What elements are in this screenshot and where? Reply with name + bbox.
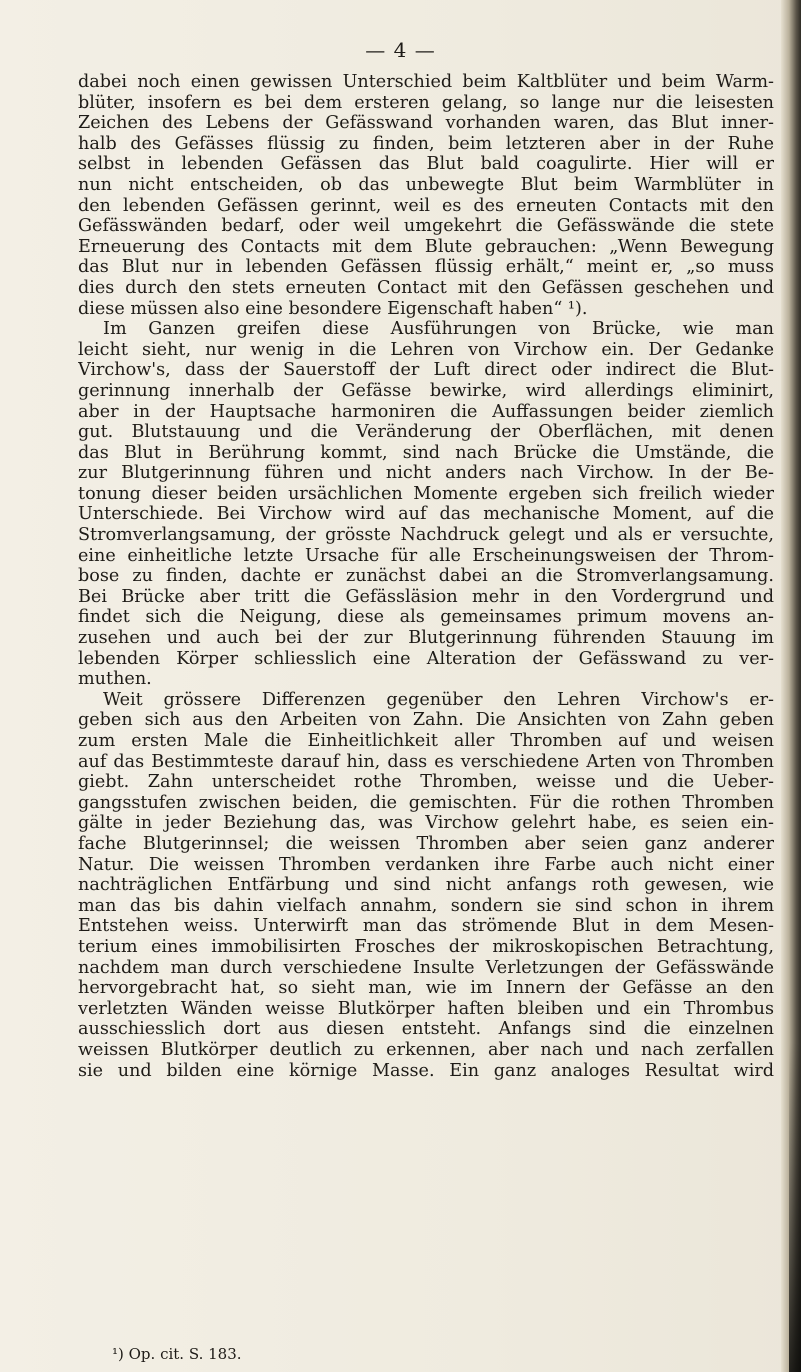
text-line: Natur. Die weissen Thromben verdanken ihre Farbe auch nicht einer [78,854,774,875]
text-line: dabei noch einen gewissen Unterschied beim Kaltblüter und beim Warm- [78,72,774,92]
text-line: gerinnung innerhalb der Gefässe bewirke, wird allerdings eliminirt, [78,380,774,401]
text-line: aber in der Hauptsache harmoniren die Auffassungen beider ziemlich [78,401,774,422]
text-line: muthen. [78,669,152,690]
text-line: terium eines immobilisirten Frosches der mikroskopischen Betrachtung, [78,936,774,957]
text-line: sie und bilden eine körnige Masse. Ein ganz analoges Resultat wird [78,1060,774,1081]
text-line: ausschiesslich dort aus diesen entsteht. Anfangs sind die einzelnen [78,1019,774,1040]
text-line: blüter, insofern es bei dem ersteren gelang, so lange nur die leisesten [78,92,774,113]
text-line: lebenden Körper schliesslich eine Alteration der Gefässwand zu ver- [78,648,774,669]
text-line: das Blut in Berührung kommt, sind nach Brücke die Umstände, die [78,442,774,463]
text-line: Im Ganzen greifen diese Ausführungen von Brücke, wie man [103,319,774,340]
text-line: nun nicht entscheiden, ob das unbewegte Blut beim Warmblüter in [78,174,774,195]
text-line: gangsstufen zwischen beiden, die gemischten. Für die rothen Thromben [78,792,774,813]
text-line: halb des Gefässes flüssig zu finden, beim letzteren aber in der Ruhe [78,133,774,154]
body-text [78,72,774,1081]
text-line: Unterschiede. Bei Virchow wird auf das mechanische Moment, auf die [78,504,774,525]
text-line: zum ersten Male die Einheitlichkeit aller Thromben auf und weisen [78,731,774,751]
text-line: Virchow's, dass der Sauerstoff der Luft direct oder indirect die Blut- [78,360,774,381]
text-line: diese müssen also eine besondere Eigenschaft haben“ ¹). [78,298,588,319]
text-line: auf das Bestimmteste darauf hin, dass es verschiedene Arten von Thromben [78,751,774,772]
text-line: zur Blutgerinnung führen und nicht anders nach Virchow. In der Be- [78,463,774,484]
text-line: Erneuerung des Contacts mit dem Blute gebrauchen: „Wenn Bewegung [78,236,774,257]
text-line: giebt. Zahn unterscheidet rothe Thromben, weisse und die Ueber- [78,772,774,793]
page-edge-shadow [781,0,801,1372]
text-line: gut. Blutstauung und die Veränderung der Oberflächen, mit denen [78,422,774,443]
text-line: selbst in lebenden Gefässen das Blut bald coagulirte. Hier will er [78,154,774,175]
text-line: Stromverlangsamung, der grösste Nachdruck gelegt und als er versuchte, [78,525,774,546]
text-line: Gefässwänden bedarf, oder weil umgekehrt die Gefässwände die stete [78,216,774,237]
text-line: Weit grössere Differenzen gegenüber den Lehren Virchow's er- [103,689,774,710]
page-number: — 4 — [365,38,436,62]
text-line: zusehen und auch bei der zur Blutgerinnung führenden Stauung im [78,628,774,649]
text-line: nachdem man durch verschiedene Insulte Verletzungen der Gefässwände [78,957,774,978]
text-line: bose zu finden, dachte er zunächst dabei an die Stromverlangsamung. [78,566,774,587]
text-line: verletzten Wänden weisse Blutkörper haften bleiben und ein Thrombus [78,998,774,1019]
text-line: fache Blutgerinnsel; die weissen Thromben aber seien ganz anderer [78,833,774,854]
text-line: nachträglichen Entfärbung und sind nicht anfangs roth gewesen, wie [78,875,774,896]
footnote: ¹) Op. cit. S. 183. [112,1345,242,1363]
text-line: man das bis dahin vielfach annahm, sondern sie sind schon in ihrem [78,895,774,916]
text-line: tonung dieser beiden ursächlichen Momente ergeben sich freilich wieder [78,483,774,504]
text-line: Zeichen des Lebens der Gefässwand vorhanden waren, das Blut inner- [78,113,774,134]
text-line: weissen Blutkörper deutlich zu erkennen, aber nach und nach zerfallen [78,1039,774,1060]
text-line: hervorgebracht hat, so sieht man, wie im Innern der Gefässe an den [78,978,774,999]
text-line: den lebenden Gefässen gerinnt, weil es des erneuten Contacts mit den [78,195,774,216]
text-line: findet sich die Neigung, diese als gemeinsames primum movens an- [78,607,774,628]
text-line: leicht sieht, nur wenig in die Lehren von Virchow ein. Der Gedanke [78,339,774,360]
text-line: eine einheitliche letzte Ursache für alle Erscheinungsweisen der Throm- [78,545,774,566]
text-line: Entstehen weiss. Unterwirft man das strömende Blut in dem Mesen- [78,916,774,937]
text-line: das Blut nur in lebenden Gefässen flüssig erhält,“ meint er, „so muss [78,257,774,278]
text-line: gälte in jeder Beziehung das, was Virchow gelehrt habe, es seien ein- [78,813,774,834]
text-line: geben sich aus den Arbeiten von Zahn. Die Ansichten von Zahn geben [78,710,774,731]
text-line: Bei Brücke aber tritt die Gefässläsion mehr in den Vordergrund und [78,586,774,607]
text-line: dies durch den stets erneuten Contact mit den Gefässen geschehen und [78,277,774,298]
